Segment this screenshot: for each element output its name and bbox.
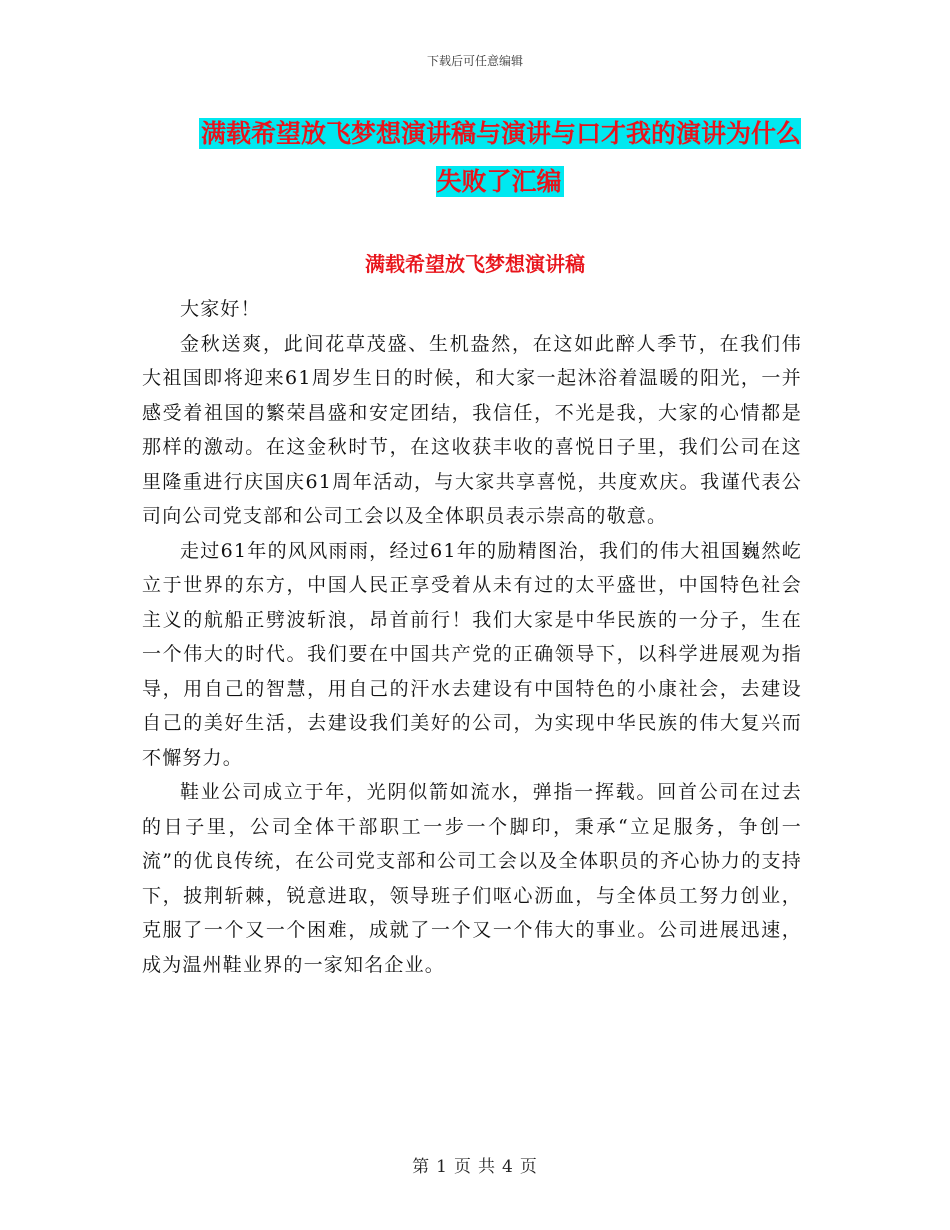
page-label-mid: 页	[454, 1157, 472, 1177]
speech-body	[142, 292, 802, 982]
total-pages: 4	[502, 1157, 514, 1177]
paragraph: 走过61年的风风雨雨，经过61年的励精图治，我们的伟大祖国巍然屹立于世界的东方，中国人民正享受着从未有过的太平盛世，中国特色社会主义的航船正劈波斩浪，昂首前行！我们大家是中华民族的一分子，生在一个伟大的时代。我们要在中国共产党的正确领导下，以科学进展观为指导，用自己的智慧，用自己的汗水去建设有中国特色的小康社会，去建设自己的美好生活，去建设我们美好的公司，为实现中华民族的伟大复兴而不懈努力。	[142, 539, 802, 769]
paragraph: 鞋业公司成立于年，光阴似箭如流水，弹指一挥载。回首公司在过去的日子里，公司全体干部职工一步一个脚印，秉承“立足服务，争创一流”的优良传统，在公司党支部和公司工会以及全体职员的齐心协力的支持下，披荆斩棘，锐意进取，领导班子们呕心沥血，与全体员工努力创业，克服了一个又一个困难，成就了一个又一个伟大的事业。公司进展迅速，成为温州鞋业界的一家知名企业。	[142, 781, 802, 976]
page-label-suffix: 页	[519, 1157, 538, 1177]
page-label-prefix: 第	[412, 1157, 431, 1177]
section-title: 满载希望放飞梦想演讲稿	[365, 252, 585, 276]
paragraph-greeting: 大家好！	[180, 298, 261, 320]
document-title	[190, 110, 810, 206]
paragraph: 金秋送爽，此间花草茂盛、生机盎然，在这如此醉人季节，在我们伟大祖国即将迎来61周岁生日的时候，和大家一起沐浴着温暖的阳光，一并感受着祖国的繁荣昌盛和安定团结，我信任，不光是我，大家的心情都是那样的激动。在这金秋时节，在这收获丰收的喜悦日子里，我们公司在这里隆重进行庆国庆61周年活动，与大家共享喜悦，共度欢庆。我谨代表公司向公司党支部和公司工会以及全体职员表示崇高的敬意。	[142, 332, 802, 527]
header-note: 下载后可任意编辑	[426, 54, 523, 68]
page-number: 1	[436, 1157, 448, 1177]
document-title-text: 满载希望放飞梦想演讲稿与演讲与口才我的演讲为什么失败了汇编	[200, 119, 801, 196]
total-label: 共	[478, 1157, 496, 1177]
page-footer	[0, 1152, 950, 1177]
